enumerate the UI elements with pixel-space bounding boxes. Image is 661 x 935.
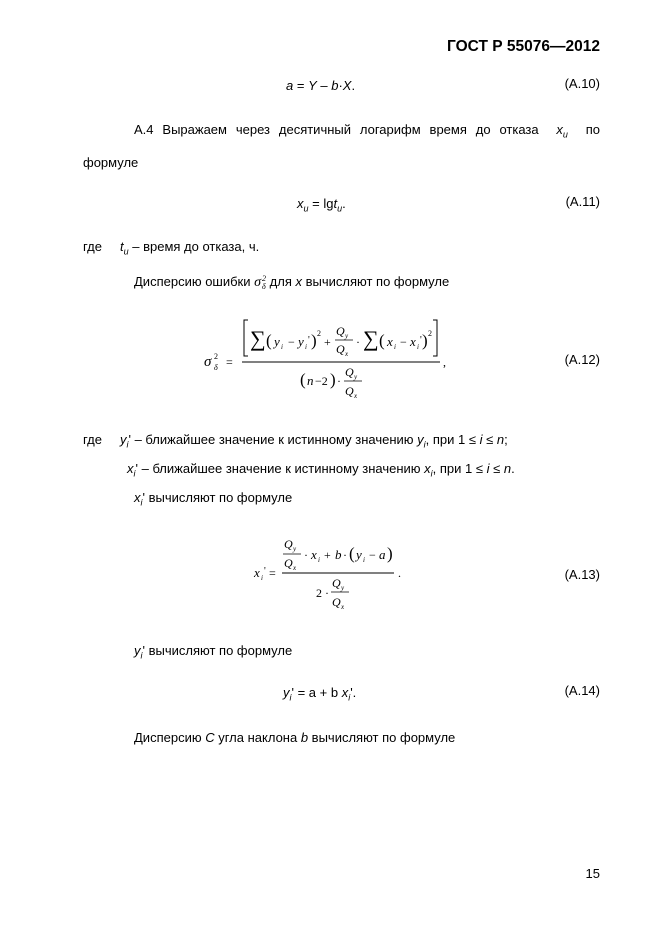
svg-text:Q: Q [345, 365, 354, 379]
svg-text:': ' [308, 335, 310, 346]
equation-a12 [200, 312, 460, 408]
svg-text:2: 2 [317, 329, 321, 338]
equation-number-a11: (А.11) [565, 194, 600, 209]
svg-text:x: x [293, 564, 297, 572]
svg-text:i: i [417, 343, 419, 351]
svg-text:x: x [345, 350, 349, 358]
svg-text:·: · [356, 335, 360, 349]
svg-text:·: · [304, 548, 308, 562]
svg-text:': ' [264, 566, 266, 577]
svg-text:+: + [324, 335, 331, 349]
svg-text:y: y [356, 547, 362, 562]
dispersion-intro: Дисперсию ошибки σ 2 δ для x вычисляют по формуле [134, 273, 450, 291]
page-number: 15 [585, 866, 600, 881]
svg-text:(: ( [300, 370, 306, 389]
svg-text:−: − [288, 335, 295, 349]
svg-text:y: y [354, 373, 358, 381]
svg-text:): ) [422, 331, 428, 350]
svg-text:·: · [325, 586, 329, 600]
svg-text:): ) [311, 331, 317, 350]
equation-a13 [250, 530, 410, 620]
svg-text:Q: Q [332, 576, 341, 590]
sigma-symbol: σ 2 δ [254, 273, 267, 291]
svg-text:·: · [343, 548, 347, 562]
svg-text:Q: Q [345, 384, 354, 398]
svg-text:2: 2 [428, 329, 432, 338]
svg-text:2: 2 [316, 586, 322, 600]
svg-text:x: x [254, 565, 260, 580]
svg-text:x: x [354, 392, 358, 400]
svg-text:(: ( [379, 331, 385, 350]
paragraph-a4-continuation: формуле [83, 155, 139, 170]
svg-text:i: i [305, 343, 307, 351]
equation-number-a12: (А.12) [564, 352, 600, 367]
closing-paragraph: Дисперсию C угла наклона b вычисляют по формуле [134, 730, 456, 745]
equation-a14: $y_i' = a + b$ $x_i'$. [283, 685, 357, 703]
svg-text:i: i [318, 556, 320, 564]
svg-text:,: , [443, 355, 446, 369]
svg-text:i: i [261, 574, 263, 582]
svg-text:Q: Q [284, 537, 293, 551]
yi-formula-intro: $y_i'$ вычисляют по формуле [134, 643, 293, 661]
svg-text:+: + [324, 548, 331, 562]
svg-text:y: y [341, 584, 345, 592]
equation-a11: $x_u = \lg t_u$. [297, 196, 346, 214]
svg-text:(: ( [266, 331, 272, 350]
svg-text:': ' [420, 335, 422, 346]
svg-text:Q: Q [284, 556, 293, 570]
svg-text:x: x [387, 334, 393, 349]
svg-text:n: n [307, 373, 314, 388]
svg-text:Q: Q [336, 342, 345, 356]
document-header: ГОСТ Р 55076—2012 [447, 38, 600, 55]
paragraph-a4: А.4 Выражаем через десятичный логарифм время до отказа $x_u$ по [134, 122, 600, 140]
svg-text:=: = [226, 355, 233, 369]
svg-text:x: x [410, 334, 416, 349]
where-tu-definition: где $t_u$ – время до отказа, ч. [83, 239, 260, 257]
svg-text:y: y [345, 332, 349, 340]
svg-text:δ: δ [214, 363, 218, 372]
equation-number-a14: (А.14) [564, 683, 600, 698]
svg-text:b: b [335, 547, 342, 562]
where-x-definition: $x_i'$ – ближайшее значение к истинному значению $x_i$, при 1 ≤ i ≤ n. [127, 461, 515, 479]
equation-number-a10: (А.10) [564, 76, 600, 91]
svg-text:·: · [337, 374, 341, 388]
svg-text:−: − [400, 335, 407, 349]
svg-text:2: 2 [214, 352, 218, 361]
svg-text:∑: ∑ [250, 326, 266, 351]
svg-text:): ) [387, 544, 393, 563]
svg-text:a: a [379, 547, 386, 562]
svg-text:x: x [311, 547, 317, 562]
svg-text:y: y [293, 545, 297, 553]
svg-text:x: x [341, 603, 345, 611]
svg-text:(: ( [349, 544, 355, 563]
svg-text:σ: σ [204, 354, 212, 370]
xi-formula-intro: $x_i'$ вычисляют по формуле [134, 490, 293, 508]
svg-text:i: i [281, 343, 283, 351]
svg-text:−2: −2 [315, 374, 328, 388]
svg-text:=: = [269, 566, 276, 580]
svg-text:): ) [330, 370, 336, 389]
svg-text:i: i [363, 556, 365, 564]
where-y-definition: где $y_i'$ – ближайшее значение к истинному значению $y_i$, при 1 ≤ i ≤ n; [83, 432, 508, 450]
svg-text:y: y [274, 334, 280, 349]
svg-text:Q: Q [336, 324, 345, 338]
svg-text:y: y [298, 334, 304, 349]
svg-text:−: − [369, 548, 376, 562]
svg-text:.: . [398, 566, 401, 580]
svg-text:∑: ∑ [363, 326, 379, 351]
equation-a10: a = Y – b·X. [286, 78, 356, 93]
svg-text:i: i [394, 343, 396, 351]
svg-text:Q: Q [332, 595, 341, 609]
equation-number-a13: (А.13) [564, 567, 600, 582]
